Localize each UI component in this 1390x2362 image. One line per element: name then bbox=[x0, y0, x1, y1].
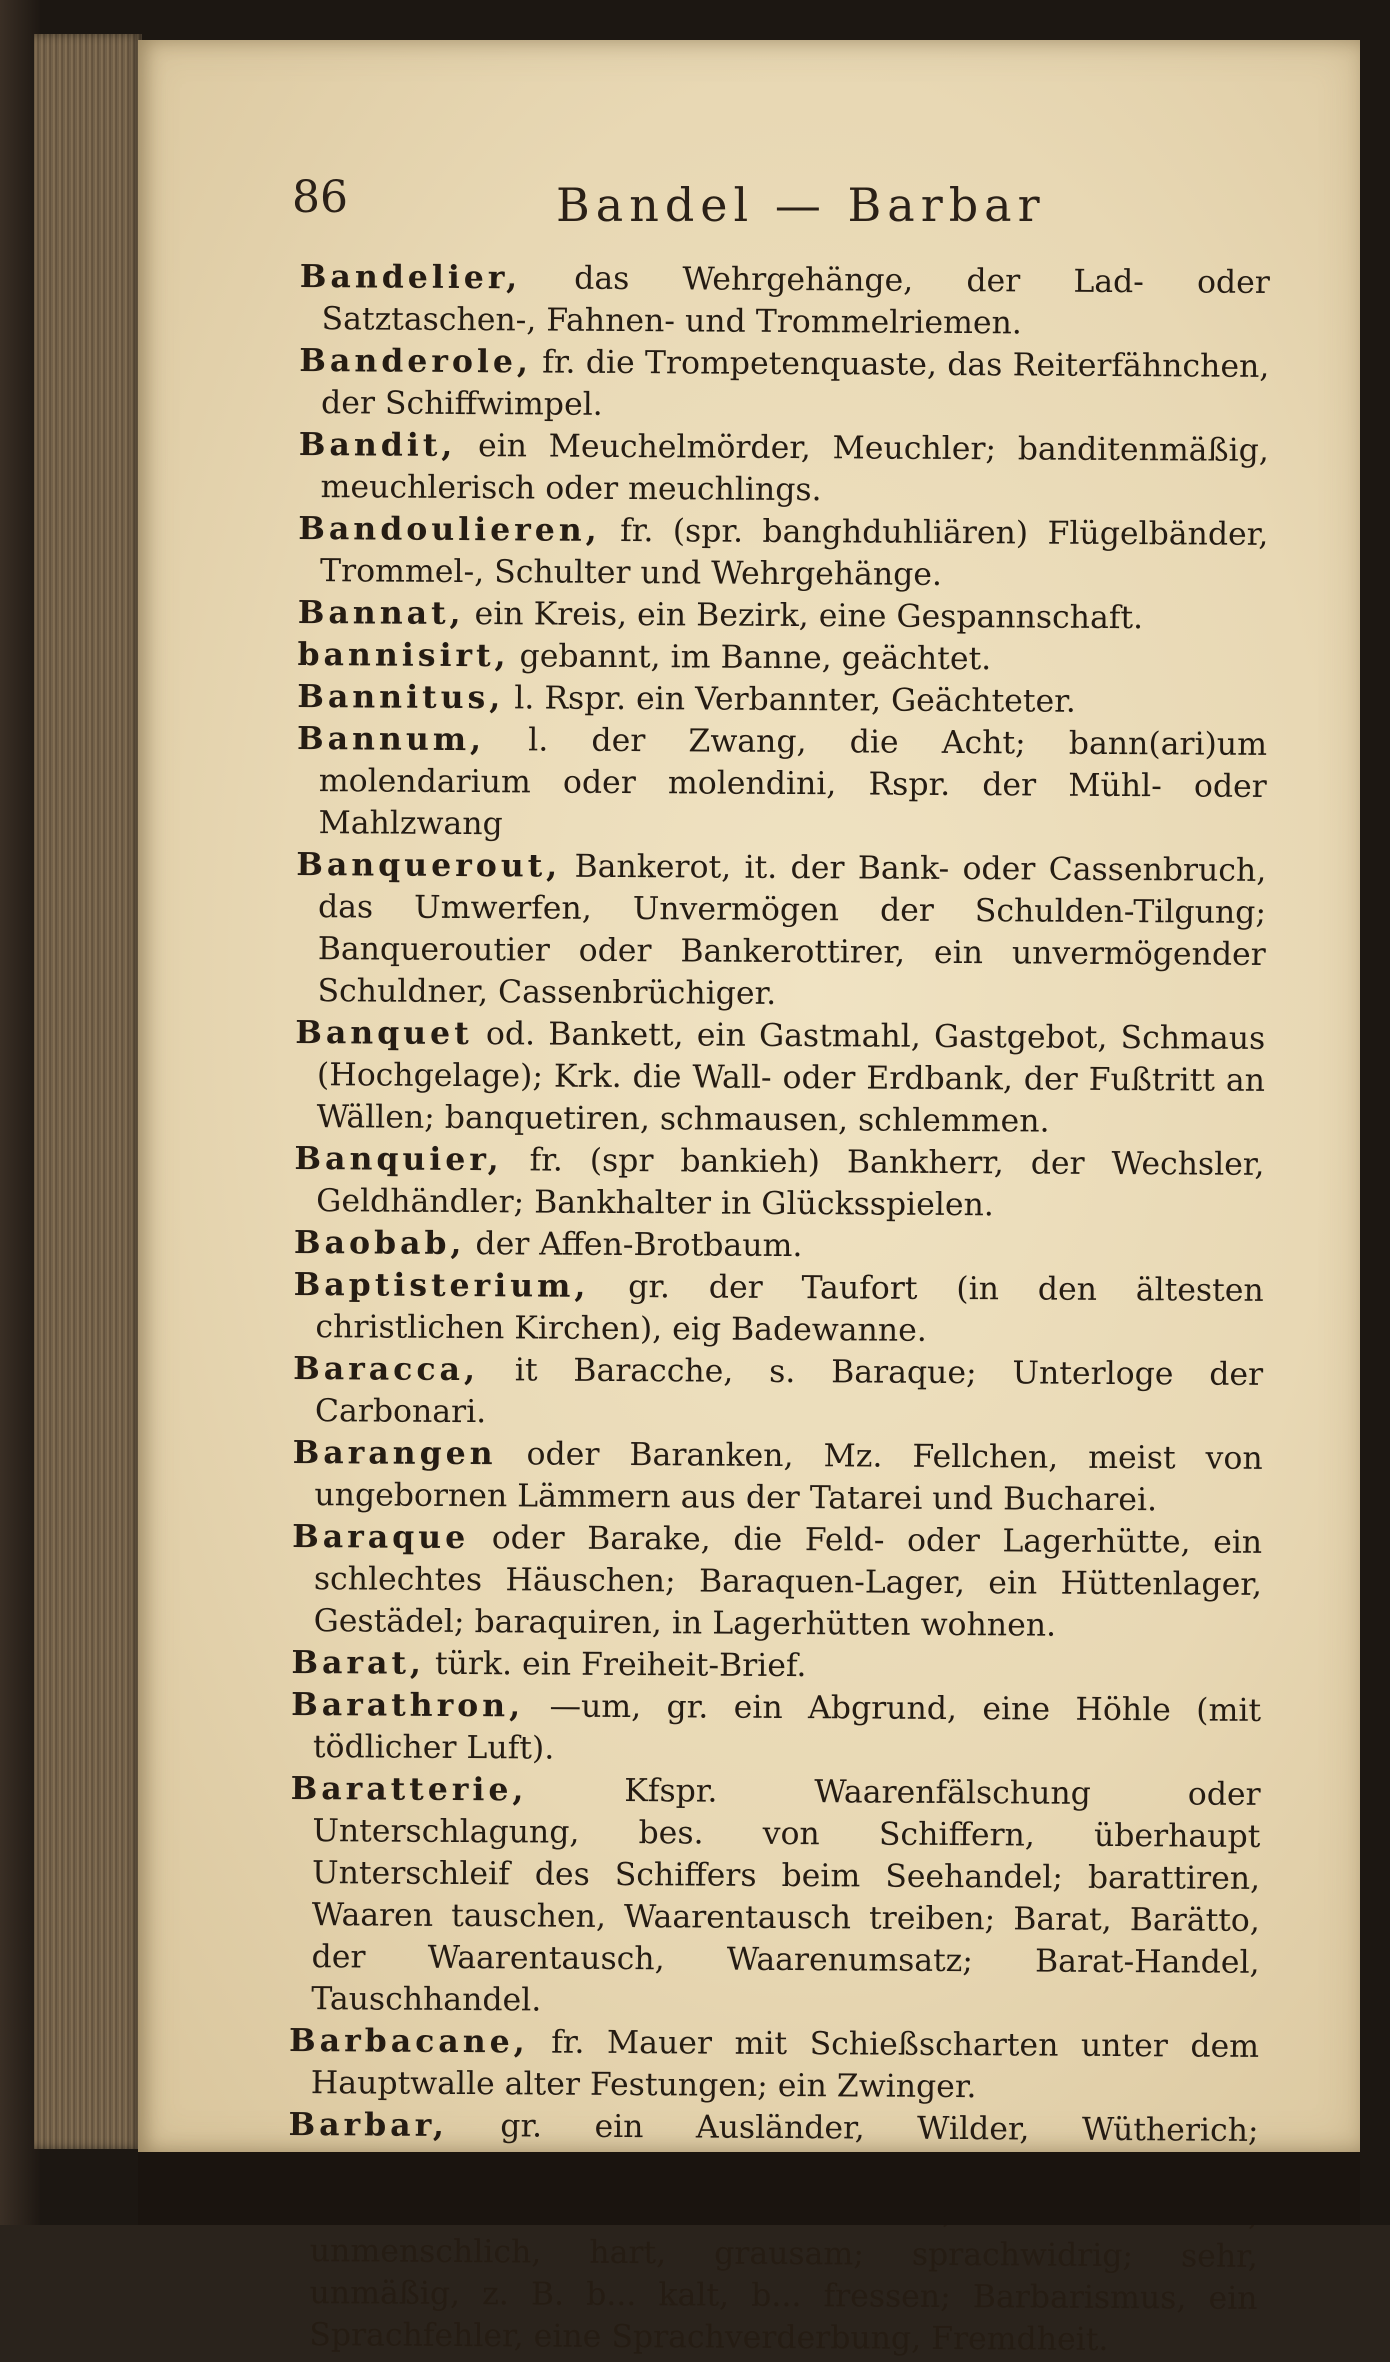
headword: Banquet bbox=[295, 1013, 473, 1053]
headword: Bandit, bbox=[298, 425, 457, 464]
definition: gr. ein Ausländer, Wilder, Wütherich; unmenschlich, hart, grausam; sprachwidrig; sehr, unmäßig, z. B. b... kalt, b... fressen; Barbarismus, ein Sprachfehler, eine Sprachverderbung, Fremdheit. bbox=[309, 2108, 1259, 2358]
headword: Barathron, bbox=[291, 1685, 525, 1725]
definition: od. Bankett, ein Gastmahl, Gastgebot, Schmaus (Hochgelage); Krk. die Wall- oder Erdbank, der Fußtritt an Wällen; banquetiren, schmausen, schlemmen. bbox=[316, 1016, 1266, 1140]
entry bbox=[299, 256, 1269, 346]
entry bbox=[296, 718, 1267, 850]
page-number: 86 bbox=[292, 172, 348, 223]
definition: oder Barake, die Feld- oder Lagerhütte, ein schlechtes Häuschen; Baraquen-Lager, ein Hüttenlager, Gestädel; baraquiren, in Lagerhütten wohnen. bbox=[313, 1520, 1263, 1644]
headword: Baraque bbox=[292, 1517, 470, 1557]
entry bbox=[295, 1012, 1266, 1144]
headword: bannisirt, bbox=[297, 635, 510, 675]
definition: —um, gr. ein Abgrund, eine Höhle (mit tödlicher Luft). bbox=[312, 1688, 1262, 1767]
dictionary-entries bbox=[287, 256, 1270, 2362]
headword: Barangen bbox=[292, 1433, 497, 1473]
headword: Bandoulieren, bbox=[298, 509, 601, 549]
headword: Bannitus, bbox=[297, 677, 505, 717]
headword: Barat, bbox=[291, 1643, 426, 1682]
entry bbox=[292, 1432, 1262, 1522]
entry bbox=[293, 1348, 1263, 1438]
entry bbox=[287, 2104, 1259, 2362]
headword: Banquerout, bbox=[296, 845, 562, 885]
definition: gr. der Taufort (in den ältesten christlichen Kirchen), eig Badewanne. bbox=[315, 1268, 1264, 1349]
entry bbox=[298, 592, 1268, 640]
definition: fr. Mauer mit Schießscharten unter dem Hauptwalle alter Festungen; ein Zwinger. bbox=[310, 2024, 1260, 2106]
entry bbox=[297, 634, 1267, 682]
definition: Kfspr. Waarenfälschung oder Unterschlagung, bes. von Schiffern, überhaupt Unterschleif des Schiffers beim Seehandel; barattiren, Waaren tauschen, Waarentausch treiben; Barat, Barätto, der Waarentausch, Waarenumsatz; Barat-Handel, Tauschhandel. bbox=[311, 1772, 1261, 2019]
entry bbox=[291, 1642, 1261, 1690]
definition: türk. ein Freiheit-Brief. bbox=[424, 1645, 807, 1685]
entry bbox=[289, 1768, 1261, 2026]
headword: Baratterie, bbox=[290, 1769, 528, 1809]
definition: fr. (spr bankieh) Bankherr, der Wechsler, Geldhändler; Bankhalter in Glücksspielen. bbox=[316, 1142, 1265, 1224]
headword: Bannum, bbox=[296, 719, 486, 759]
headword: Baobab, bbox=[293, 1223, 466, 1263]
definition: ein Kreis, ein Bezirk, eine Gespannschaft. bbox=[464, 596, 1144, 637]
headword: Banderole, bbox=[299, 341, 533, 381]
entry bbox=[298, 508, 1268, 598]
entry bbox=[295, 844, 1266, 1018]
definition: l. der Zwang, die Acht; bann(ari)um molendarium oder molendini, Rspr. der Mühl- oder Mahlzwang bbox=[318, 722, 1268, 843]
entry bbox=[293, 1264, 1263, 1354]
definition: oder Baranken, Mz. Fellchen, meist von ungebornen Lämmern aus der Tatarei und Bucharei. bbox=[314, 1436, 1263, 1519]
definition: fr. die Trompetenquaste, das Reiterfähnchen, der Schiffwimpel. bbox=[320, 344, 1270, 423]
definition: der Affen-Brotbaum. bbox=[465, 1226, 803, 1265]
entry bbox=[294, 1138, 1264, 1228]
entry bbox=[291, 1684, 1261, 1774]
headword: Banquier, bbox=[294, 1139, 503, 1179]
entry bbox=[298, 424, 1268, 514]
running-head: Bandel — Barbar bbox=[556, 178, 1046, 232]
page-edges bbox=[34, 34, 142, 2149]
headword: Baptisterium, bbox=[293, 1265, 590, 1305]
entry bbox=[292, 1516, 1263, 1648]
entry bbox=[289, 2020, 1259, 2110]
headword: Bandelier, bbox=[299, 257, 522, 297]
entry bbox=[299, 340, 1269, 430]
definition: l. Rspr. ein Verbannter, Geächteter. bbox=[504, 680, 1076, 720]
definition: it Baracche, s. Baraque; Unterloge der Carbonari. bbox=[314, 1352, 1264, 1431]
definition: ein Meuchelmörder, Meuchler; banditenmäßig, meuchlerisch oder meuchlings. bbox=[320, 427, 1269, 509]
entry bbox=[294, 1222, 1264, 1270]
headword: Barbar, bbox=[288, 2105, 449, 2144]
entry bbox=[297, 676, 1267, 724]
headword: Bannat, bbox=[297, 593, 465, 633]
headword: Barbacane, bbox=[288, 2021, 529, 2061]
definition: fr. (spr. banghduhliären) Flügelbänder, Trommel-, Schulter und Wehrgehänge. bbox=[319, 512, 1269, 593]
definition: gebannt, im Banne, geächtet. bbox=[509, 638, 992, 678]
definition: das Wehrgehänge, der Lad- oder Satztaschen-, Fahnen- und Trommelriemen. bbox=[321, 260, 1270, 342]
headword: Baracca, bbox=[293, 1349, 480, 1389]
definition: Bankerot, it. der Bank- oder Cassenbruch, das Umwerfen, Unvermögen der Schulden-Tilgung; Banqueroutier oder Bankerottirer, ein unvermögender Schuldner, Cassenbrüchiger. bbox=[317, 848, 1267, 1012]
bottom-margin-shadow bbox=[138, 2152, 1360, 2225]
